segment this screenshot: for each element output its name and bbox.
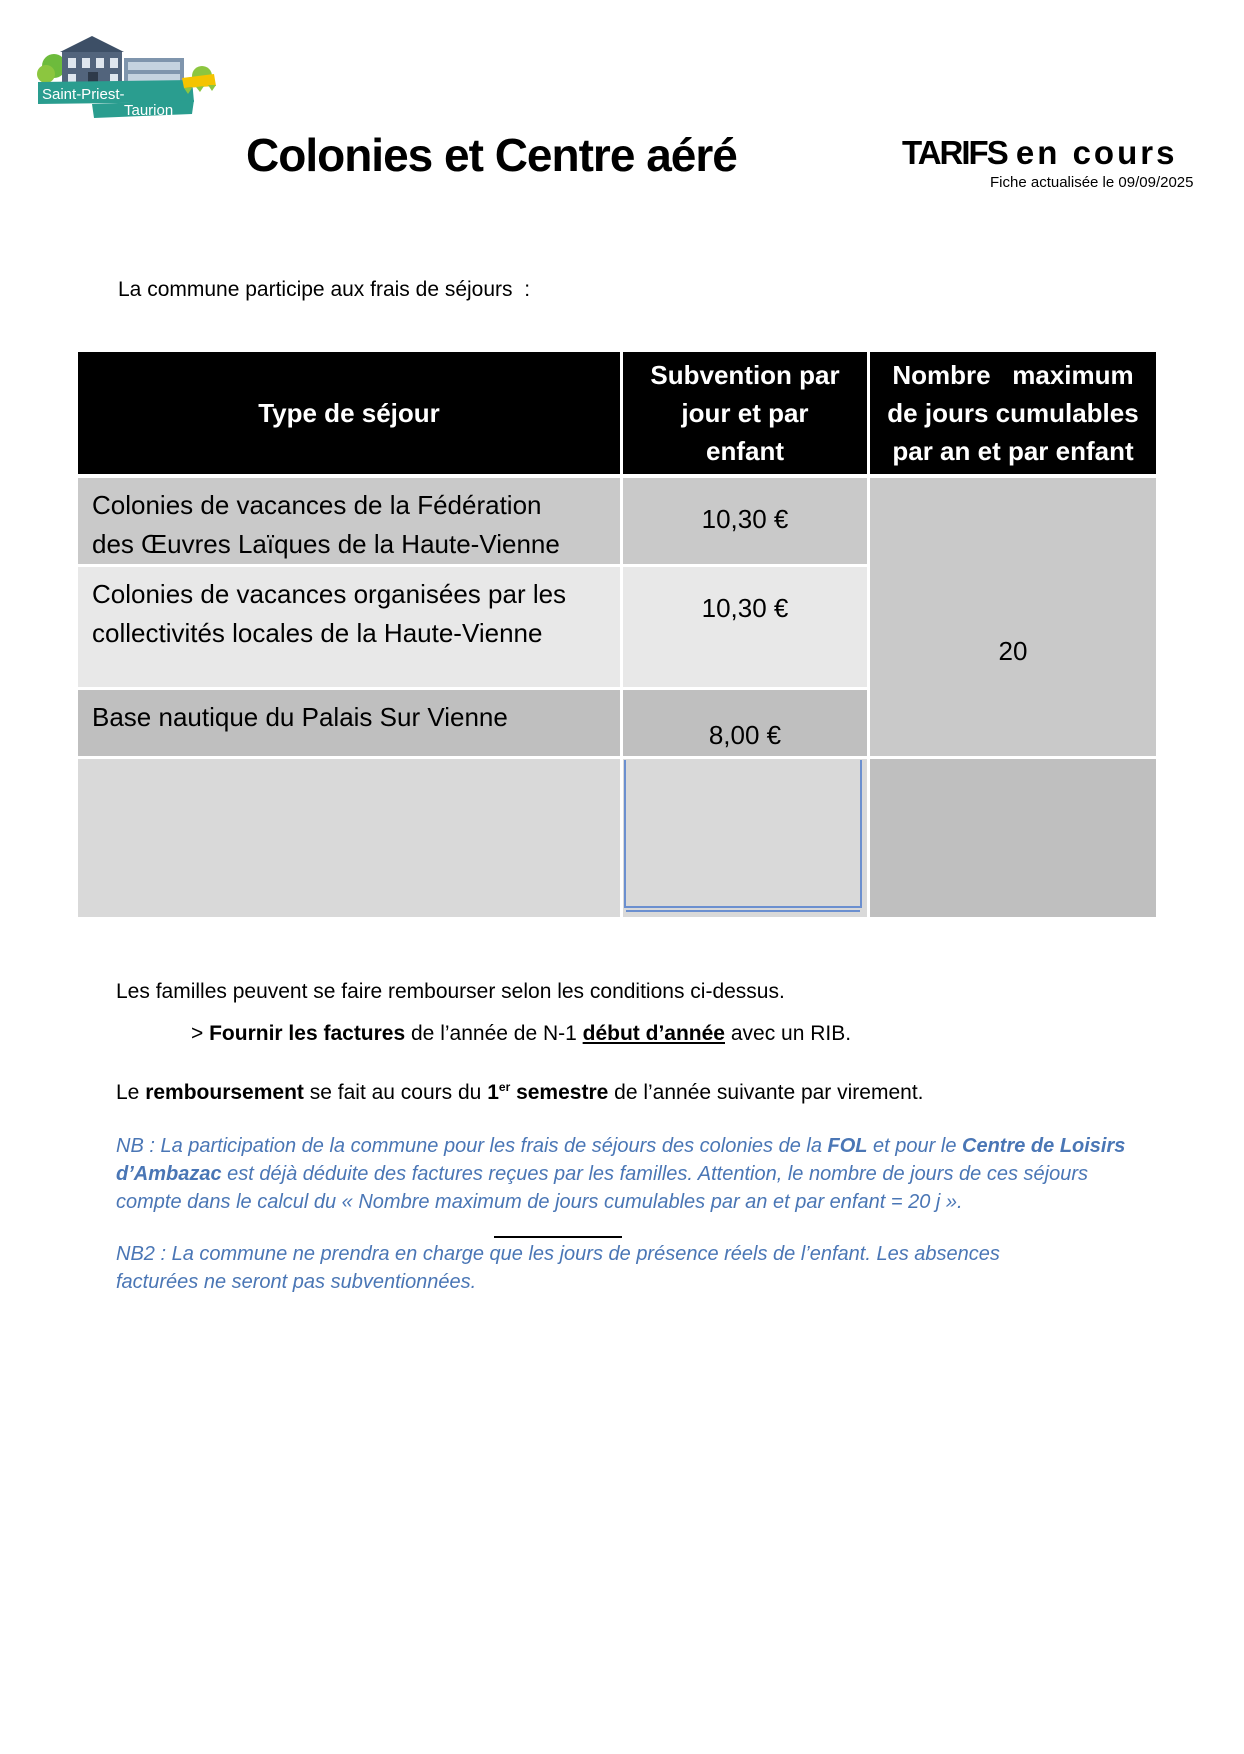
tarifs-rest: en cours — [1015, 134, 1178, 171]
note-bold: FOL — [827, 1135, 868, 1157]
row-subvention-fol — [623, 478, 867, 564]
row-type-line: Colonies de vacances organisées par les — [92, 579, 567, 609]
note-nb — [116, 1132, 1125, 1216]
row-type-fol — [78, 478, 620, 564]
paragraph-families: Les familles peuvent se faire rembourser selon les conditions ci-dessus. — [116, 980, 785, 1003]
paragraph-invoices — [191, 1022, 851, 1046]
subvention-value: 8,00 € — [708, 720, 782, 750]
reimb-mid: se fait au cours du — [303, 1081, 488, 1104]
invoices-bold: Fournir les factures — [209, 1022, 406, 1045]
paragraph-reimbursement — [116, 1080, 924, 1105]
update-date: Fiche actualisée le 09/09/2025 — [990, 174, 1194, 191]
note-line — [116, 1132, 1125, 1160]
empty-max-days-cell — [870, 759, 1156, 917]
row-type-line: collectivités locales de la Haute-Vienne — [92, 618, 543, 648]
logo-line2: Taurion — [124, 102, 174, 119]
reimb-bold3: semestre — [510, 1081, 609, 1104]
header-max-days-line: Nombre maximum — [892, 360, 1134, 390]
invoices-mid: de l’année de N-1 — [405, 1022, 583, 1045]
header-type-label: Type de séjour — [258, 398, 440, 428]
note-bold: Centre de Loisirs — [962, 1135, 1126, 1157]
header-max-days-line: de jours cumulables — [887, 398, 1139, 428]
selection-outline — [624, 760, 862, 908]
note-line: compte dans le calcul du « Nombre maximum de jours cumulables par an et par enfant = 20 j ». — [116, 1191, 963, 1213]
note-text: NB : La participation de la commune pour les frais de séjours des colonies de la — [116, 1135, 828, 1157]
reimb-start: Le — [116, 1081, 146, 1104]
header-max-days-line: par an et par enfant — [892, 436, 1134, 466]
tariff-table — [78, 352, 1156, 917]
header-max-days — [870, 352, 1156, 474]
invoices-underline: début d’année — [582, 1022, 725, 1045]
separator-line — [494, 1236, 622, 1238]
page-title: Colonies et Centre aéré — [246, 129, 737, 181]
header-type — [78, 352, 620, 474]
tarifs-label — [902, 134, 1177, 172]
reimb-sup: er — [498, 1080, 511, 1094]
header-subvention — [623, 352, 867, 474]
note-line — [116, 1160, 1125, 1188]
header-subvention-line: enfant — [706, 436, 784, 466]
subvention-value: 10,30 € — [701, 593, 789, 623]
row-type-base-nautique — [78, 690, 620, 756]
reimb-end: de l’année suivante par virement. — [608, 1081, 924, 1104]
header-subvention-line: jour et par — [681, 398, 809, 428]
header-subvention-line: Subvention par — [650, 360, 840, 390]
logo-line1: Saint-Priest- — [42, 86, 125, 103]
empty-type-cell — [78, 759, 620, 917]
row-type-line: Colonies de vacances de la Fédération — [92, 490, 542, 520]
row-type-line: des Œuvres Laïques de la Haute-Vienne — [92, 529, 560, 559]
note-bold: d’Ambazac — [116, 1163, 222, 1185]
max-days-cell — [870, 478, 1156, 756]
row-subvention-collectivites — [623, 567, 867, 687]
selection-outline-tail — [626, 910, 860, 912]
note-text: est déjà déduite des factures reçues par les familles. Attention, le nombre de jours de ces séjours — [221, 1163, 1088, 1185]
tarifs-bold: TARIFS — [902, 134, 1007, 171]
row-subvention-base-nautique — [623, 690, 867, 756]
row-type-collectivites — [78, 567, 620, 687]
reimb-bold1: remboursement — [145, 1081, 304, 1104]
note-line: facturées ne seront pas subventionnées. — [116, 1271, 477, 1293]
invoices-prefix: > — [191, 1022, 210, 1045]
invoices-end: avec un RIB. — [725, 1022, 852, 1045]
max-days-value: 20 — [998, 636, 1028, 666]
note-text: et pour le — [867, 1135, 963, 1157]
reimb-bold2: 1 — [487, 1081, 499, 1104]
row-type-line: Base nautique du Palais Sur Vienne — [92, 702, 508, 732]
note-nb2 — [116, 1240, 1000, 1296]
note-line: NB2 : La commune ne prendra en charge que les jours de présence réels de l’enfant. Les absences — [116, 1243, 1000, 1265]
subvention-value: 10,30 € — [701, 504, 789, 534]
saint-priest-taurion-logo — [32, 22, 222, 126]
intro-text: La commune participe aux frais de séjours : — [118, 278, 531, 301]
